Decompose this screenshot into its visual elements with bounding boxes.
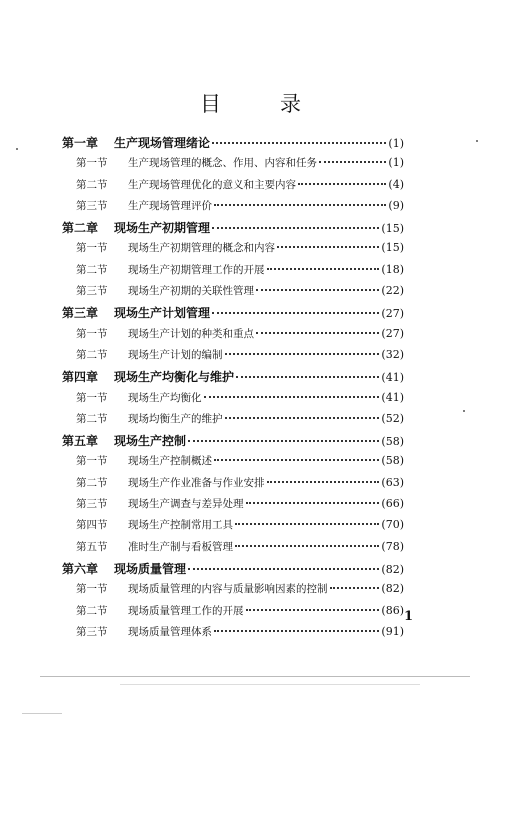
toc-entry-page: (82) xyxy=(381,582,404,596)
toc-entry-page: (4) xyxy=(388,177,404,191)
toc-leader-dots xyxy=(188,440,379,442)
toc-entry-number: 第一节 xyxy=(76,583,108,596)
toc-entry-number: 第二节 xyxy=(76,178,108,191)
toc-entry-page: (1) xyxy=(388,137,404,150)
scan-speck xyxy=(463,410,465,412)
toc-entry-name: 现场生产计划管理 xyxy=(114,306,211,321)
toc-leader-dots xyxy=(212,227,379,229)
toc-entry-name: 现场生产初期管理 xyxy=(114,221,211,236)
toc-entry-name: 现场生产作业准备与作业安排 xyxy=(128,476,265,489)
toc-entry-number: 第二节 xyxy=(76,263,108,276)
toc-entry-number: 第一节 xyxy=(76,391,108,404)
toc-entry-name: 现场生产初期管理工作的开展 xyxy=(128,263,265,276)
toc-title-right: 录 xyxy=(280,92,303,116)
toc-entry-number: 第六章 xyxy=(62,561,99,576)
toc-section-row xyxy=(62,177,404,198)
toc-entry-page: (63) xyxy=(381,475,404,489)
toc-entry-number: 第二节 xyxy=(76,348,108,361)
toc-entry-name: 现场质量管理 xyxy=(114,561,187,576)
toc-leader-dots xyxy=(277,246,379,248)
toc-section-row xyxy=(62,240,404,261)
toc-entry-number: 第三章 xyxy=(62,306,99,321)
toc-entry-name: 现场均衡生产的维护 xyxy=(128,412,223,425)
toc-entry-name: 现场生产控制概述 xyxy=(128,455,212,468)
toc-entry-page: (15) xyxy=(381,222,404,236)
toc-leader-dots xyxy=(256,332,379,334)
toc-leader-dots xyxy=(246,609,380,611)
toc-section-row xyxy=(62,198,404,219)
table-of-contents xyxy=(62,134,404,645)
toc-entry-number: 第五章 xyxy=(62,434,99,449)
toc-entry-number: 第三节 xyxy=(76,625,108,638)
toc-leader-dots xyxy=(298,183,386,185)
toc-leader-dots xyxy=(214,204,386,206)
toc-section-row xyxy=(62,603,404,624)
toc-entry-page: (1) xyxy=(388,156,404,170)
toc-entry-page: (9) xyxy=(388,198,404,212)
toc-entry-number: 第一节 xyxy=(76,242,108,255)
toc-entry-number: 第一章 xyxy=(62,136,99,150)
toc-entry-number: 第四节 xyxy=(76,519,108,532)
toc-section-row xyxy=(62,262,404,283)
toc-entry-name: 现场生产初期管理的概念和内容 xyxy=(128,242,275,255)
toc-leader-dots xyxy=(267,268,380,270)
toc-entry-name: 现场生产均衡化 xyxy=(128,391,202,404)
toc-entry-name: 现场生产控制常用工具 xyxy=(128,519,233,532)
toc-entry-number: 第二节 xyxy=(76,412,108,425)
toc-leader-dots xyxy=(235,523,379,525)
toc-leader-dots xyxy=(214,630,379,632)
toc-section-row xyxy=(62,475,404,496)
toc-leader-dots xyxy=(236,376,379,378)
toc-entry-page: (82) xyxy=(381,562,404,576)
toc-entry-page: (22) xyxy=(381,284,404,298)
toc-entry-page: (52) xyxy=(381,411,404,425)
toc-section-row xyxy=(62,411,404,432)
toc-entry-name: 现场生产均衡化与维护 xyxy=(114,370,235,385)
toc-entry-name: 生产现场管理绪论 xyxy=(114,136,211,150)
toc-section-row xyxy=(62,326,404,347)
toc-leader-dots xyxy=(330,587,380,589)
toc-entry-page: (58) xyxy=(381,454,404,468)
toc-entry-number: 第一节 xyxy=(76,157,108,170)
page-number: 1 xyxy=(404,609,414,624)
toc-entry-page: (27) xyxy=(381,326,404,340)
scan-speck xyxy=(476,140,478,142)
toc-section-row xyxy=(62,581,404,602)
toc-section-row xyxy=(62,624,404,645)
toc-entry-number: 第二节 xyxy=(76,476,108,489)
toc-entry-number: 第三节 xyxy=(76,285,108,298)
toc-entry-page: (27) xyxy=(381,307,404,321)
toc-leader-dots xyxy=(246,502,380,504)
toc-entry-number: 第一节 xyxy=(76,327,108,340)
toc-entry-name: 生产现场管理的概念、作用、内容和任务 xyxy=(128,157,317,170)
toc-entry-page: (66) xyxy=(381,497,404,511)
toc-chapter-row xyxy=(62,368,404,389)
toc-entry-name: 现场质量管理工作的开展 xyxy=(128,604,244,617)
toc-entry-page: (41) xyxy=(381,390,404,404)
toc-entry-page: (41) xyxy=(381,371,404,385)
toc-entry-name: 现场生产计划的编制 xyxy=(128,348,223,361)
toc-entry-name: 现场生产调查与差异处理 xyxy=(128,498,244,511)
toc-leader-dots xyxy=(225,353,380,355)
toc-entry-number: 第一节 xyxy=(76,455,108,468)
toc-section-row xyxy=(62,496,404,517)
toc-section-row xyxy=(62,539,404,560)
toc-leader-dots xyxy=(212,142,386,144)
toc-entry-name: 生产现场管理优化的意义和主要内容 xyxy=(128,178,296,191)
toc-entry-page: (70) xyxy=(381,518,404,532)
scan-speck xyxy=(16,148,18,150)
toc-chapter-row xyxy=(62,560,404,581)
toc-section-row xyxy=(62,155,404,176)
toc-leader-dots xyxy=(267,481,380,483)
toc-entry-name: 现场生产计划的种类和重点 xyxy=(128,327,254,340)
toc-section-row xyxy=(62,283,404,304)
toc-entry-name: 生产现场管理评价 xyxy=(128,199,212,212)
toc-leader-dots xyxy=(256,289,379,291)
toc-section-row xyxy=(62,453,404,474)
toc-entry-number: 第三节 xyxy=(76,498,108,511)
scan-line xyxy=(120,684,420,685)
toc-entry-name: 现场生产控制 xyxy=(114,434,187,449)
toc-leader-dots xyxy=(225,417,380,419)
toc-leader-dots xyxy=(319,161,386,163)
toc-chapter-row xyxy=(62,304,404,325)
toc-entry-page: (78) xyxy=(381,539,404,553)
toc-leader-dots xyxy=(214,459,379,461)
toc-entry-page: (58) xyxy=(381,435,404,449)
toc-entry-page: (86) xyxy=(381,603,404,617)
toc-entry-number: 第四章 xyxy=(62,370,99,385)
toc-entry-number: 第二节 xyxy=(76,604,108,617)
scan-line xyxy=(22,713,62,714)
toc-leader-dots xyxy=(212,312,379,314)
toc-entry-name: 现场质量管理体系 xyxy=(128,625,212,638)
toc-section-row xyxy=(62,517,404,538)
toc-entry-number: 第五节 xyxy=(76,540,108,553)
toc-entry-number: 第三节 xyxy=(76,199,108,212)
toc-entry-name: 准时生产制与看板管理 xyxy=(128,540,233,553)
toc-entry-page: (91) xyxy=(381,624,404,638)
toc-chapter-row xyxy=(62,219,404,240)
toc-leader-dots xyxy=(188,568,379,570)
toc-chapter-row xyxy=(62,432,404,453)
scan-line xyxy=(40,676,470,677)
toc-entry-page: (32) xyxy=(381,347,404,361)
toc-title-left: 目 xyxy=(200,92,223,116)
toc-leader-dots xyxy=(204,396,380,398)
toc-entry-name: 现场质量管理的内容与质量影响因素的控制 xyxy=(128,583,328,596)
toc-entry-name: 现场生产初期的关联性管理 xyxy=(128,285,254,298)
toc-entry-number: 第二章 xyxy=(62,221,99,236)
toc-section-row xyxy=(62,347,404,368)
toc-entry-page: (15) xyxy=(381,241,404,255)
toc-leader-dots xyxy=(235,545,379,547)
toc-chapter-row xyxy=(62,134,404,155)
toc-entry-page: (18) xyxy=(381,262,404,276)
toc-section-row xyxy=(62,390,404,411)
